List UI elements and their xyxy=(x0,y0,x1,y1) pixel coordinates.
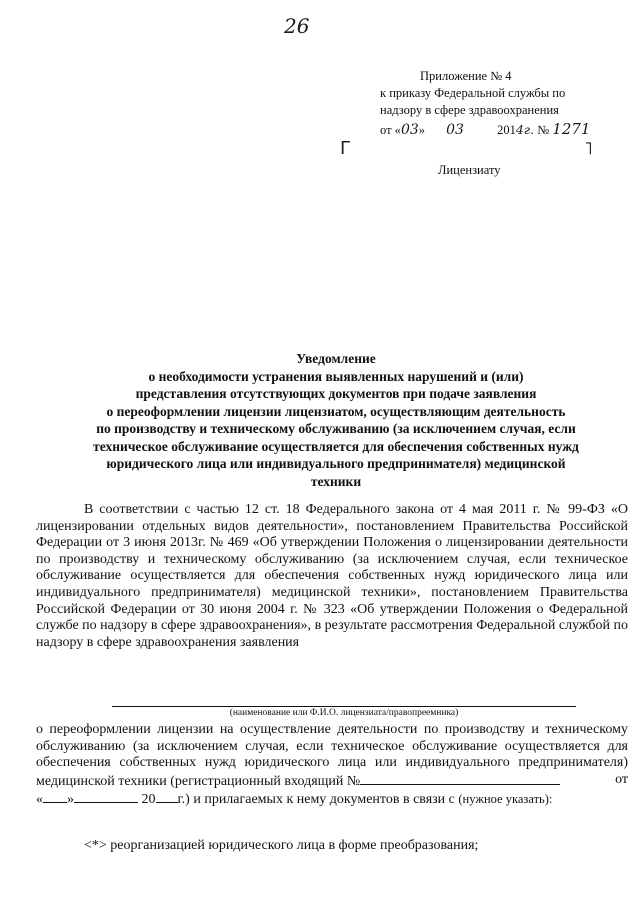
choice-hint: (нужное указать): xyxy=(458,792,553,807)
date-day: 03 xyxy=(400,122,419,138)
date-prefix: от « xyxy=(380,123,401,137)
body-paragraph: В соответствии с частью 12 ст. 18 Федерального закона от 4 мая 2011 г. № 99-ФЗ «О лицензировании отдельных видов деятельности», постановлением Правительства Российской Федерации от 3 июня 2013г. № 469 «Об утверждении Положения о лицензировании деятельности по производству и техническому обслуживанию (за исключением случая, если техническое обслуживание осуществляется для обеспечения собственных нужд юридического лица или индивидуального предпринимателя) медицинской техники», постановлением Правительства Российской Федерации от 30 июня 2004 г. № 323 «Об утверждении Положения о Федеральной службе по надзору в сфере здравоохранения», в результате рассмотрения Федеральной службой по надзору в сфере здравоохранения заявления xyxy=(36,502,628,650)
page-number: 26 xyxy=(284,14,310,38)
title-line: представления отсутствующих документов при подаче заявления xyxy=(135,386,537,401)
appendix-service-line: надзору в сфере здравоохранения xyxy=(380,103,559,117)
title-line: техническое обслуживание осуществляется для обеспечения собственных нужд xyxy=(93,438,579,454)
title-line: Уведомление xyxy=(296,351,376,366)
application-year-field[interactable] xyxy=(156,790,178,803)
item-marker: <*> xyxy=(84,838,107,853)
date-month: 03 xyxy=(446,122,464,138)
reason-item-transformation xyxy=(84,838,478,854)
year-century: 20 xyxy=(141,792,156,808)
year-prefix: 201 xyxy=(497,123,516,137)
from-label: от xyxy=(615,771,628,787)
application-paragraph xyxy=(36,722,628,809)
item-text: реорганизацией юридического лица в форме преобразования; xyxy=(110,838,479,853)
application-tail: и прилагаемых к нему документов в связи с xyxy=(193,792,455,808)
title-line: о переоформлении лицензии лицензиатом, осуществляющим деятельность xyxy=(106,403,566,419)
title-line: по производству и техническому обслуживанию (за исключением случая, если xyxy=(96,421,576,436)
appendix-order-line: к приказу Федеральной службы по xyxy=(380,86,566,100)
appendix-date-line xyxy=(380,121,620,139)
order-number: 1271 xyxy=(552,120,591,138)
application-day-field[interactable] xyxy=(43,790,67,803)
recipient-label: Лицензиату xyxy=(438,163,501,177)
year-end: г.) xyxy=(177,792,190,808)
title-line: о необходимости устранения выявленных нарушений и (или) xyxy=(148,368,524,384)
registration-number-field[interactable] xyxy=(360,772,560,785)
date-open-quote: « xyxy=(36,792,43,808)
order-number-prefix: № xyxy=(537,123,550,137)
title-line: юридического лица или индивидуального предпринимателя) медицинской xyxy=(106,456,566,471)
application-month-field[interactable] xyxy=(74,790,138,803)
notice-title xyxy=(36,350,636,490)
title-line: техники xyxy=(310,473,362,489)
year-suffix: 4г. xyxy=(515,122,535,137)
date-separator: » xyxy=(418,123,426,137)
address-bracket-left: Г xyxy=(340,138,351,159)
appendix-title: Приложение № 4 xyxy=(420,69,512,83)
licensee-name-field[interactable] xyxy=(112,706,576,707)
address-bracket-right: ˥ xyxy=(584,138,593,159)
licensee-name-caption: (наименование или Ф.И.О. лицензиата/правопреемника) xyxy=(229,708,459,718)
date-close-quote: » xyxy=(67,792,74,808)
appendix-block xyxy=(380,68,620,139)
application-text: о переоформлении лицензии на осуществление деятельности по производству и техническому обслуживанию (за исключением случая, если техническое обслуживание осуществляется для обеспечения собственных нужд юридического лица или индивидуального предпринимателя) медицинской техники (регистрационный входящий № xyxy=(36,722,628,789)
